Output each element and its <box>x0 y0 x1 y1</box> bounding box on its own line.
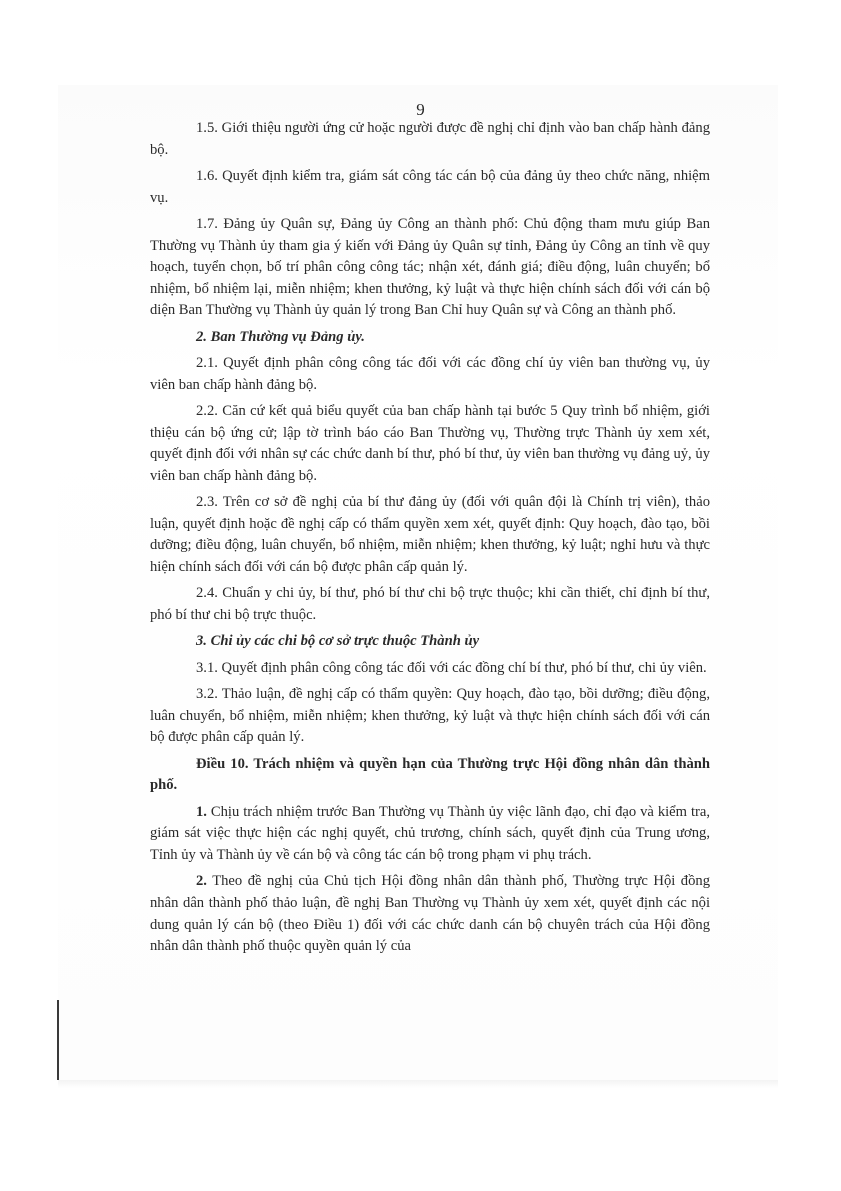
paragraph: 3.1. Quyết định phân công công tác đối với các đồng chí bí thư, phó bí thư, chi ủy viên. <box>196 659 707 676</box>
paragraph-text: Chịu trách nhiệm trước Ban Thường vụ Thành ủy việc lãnh đạo, chỉ đạo và kiểm tra, giám sát việc thực hiện các nghị quyết, chủ trương, chính sách, quyết định của Trung ương, Tỉnh ủy và Thành ủy về cán bộ và công tác cán bộ trong phạm vi phụ trách. <box>150 803 710 863</box>
scan-edge <box>57 1000 59 1080</box>
section-heading: 3. Chi ủy các chi bộ cơ sở trực thuộc Thành ủy <box>196 633 480 650</box>
paragraph: 2.1. Quyết định phân công công tác đối với các đồng chí ủy viên ban thường vụ, ủy viên ban chấp hành đảng bộ. <box>150 355 710 393</box>
paragraph: 2.4. Chuẩn y chi ủy, bí thư, phó bí thư chi bộ trực thuộc; khi cần thiết, chỉ định bí thư, phó bí thư chi bộ trực thuộc. <box>150 585 710 624</box>
page-number: 9 <box>416 100 425 119</box>
numbered-paragraph <box>150 871 710 957</box>
section-heading: 2. Ban Thường vụ Đảng ủy. <box>196 328 365 345</box>
numbered-paragraph <box>150 802 710 867</box>
scan-shadow <box>58 1080 778 1088</box>
paragraph: 2.2. Căn cứ kết quả biểu quyết của ban chấp hành tại bước 5 Quy trình bổ nhiệm, giới thiệu cán bộ ứng cử; lập tờ trình báo cáo Ban Thường vụ, Thường trực Thành ủy xem xét, quyết định đối với nhân sự các chức danh bí thư, phó bí thư, ủy viên ban thường vụ đảng uỷ, ủy viên ban chấp hành đảng bộ. <box>150 403 710 484</box>
document-body <box>150 118 710 963</box>
paragraph-text: Theo đề nghị của Chủ tịch Hội đồng nhân dân thành phố, Thường trực Hội đồng nhân dân thành phố thảo luận, đề nghị Ban Thường vụ Thành ủy xem xét, quyết định các nội dung quản lý cán bộ (theo Điều 1) đối với các chức danh cán bộ chuyên trách của Hội đồng nhân dân thành phố thuộc quyền quản lý của <box>150 873 710 955</box>
paragraph-number: 1. <box>196 803 207 820</box>
paragraph: 1.5. Giới thiệu người ứng cử hoặc người được đề nghị chỉ định vào ban chấp hành đảng bộ. <box>150 120 710 158</box>
paragraph: 3.2. Thảo luận, đề nghị cấp có thẩm quyền: Quy hoạch, đào tạo, bồi dưỡng; điều động, luân chuyển, bổ nhiệm, miễn nhiệm; khen thưởng, kỷ luật và thực hiện chính sách đối với cán bộ được phân cấp quản lý. <box>150 686 710 746</box>
paragraph: 1.7. Đảng ủy Quân sự, Đảng ủy Công an thành phố: Chủ động tham mưu giúp Ban Thường vụ Thành ủy tham gia ý kiến với Đảng ủy Quân sự tỉnh, Đảng ủy Công an tỉnh về quy hoạch, tuyển chọn, bố trí phân công công tác; nhận xét, đánh giá; điều động, luân chuyển; bổ nhiệm, bổ nhiệm lại, miễn nhiệm; khen thưởng, kỷ luật và thực hiện chính sách đối với cán bộ diện Ban Thường vụ Thành ủy quản lý trong Ban Chỉ huy Quân sự và Công an thành phố. <box>150 215 710 319</box>
paragraph-number: 2. <box>196 873 207 890</box>
paragraph: 1.6. Quyết định kiểm tra, giám sát công tác cán bộ của đảng ủy theo chức năng, nhiệm vụ. <box>150 167 710 206</box>
article-heading: Điều 10. Trách nhiệm và quyền hạn của Thường trực Hội đồng nhân dân thành phố. <box>150 755 710 794</box>
paragraph: 2.3. Trên cơ sở đề nghị của bí thư đảng ủy (đối với quân đội là Chính trị viên), thảo luận, quyết định hoặc đề nghị cấp có thẩm quyền xem xét, quyết định: Quy hoạch, đào tạo, bồi dưỡng; điều động, luân chuyển, bổ nhiệm, miễn nhiệm; khen thưởng, kỷ luật; nghỉ hưu và thực hiện chính sách đối với cán bộ được phân cấp quản lý. <box>150 494 710 576</box>
